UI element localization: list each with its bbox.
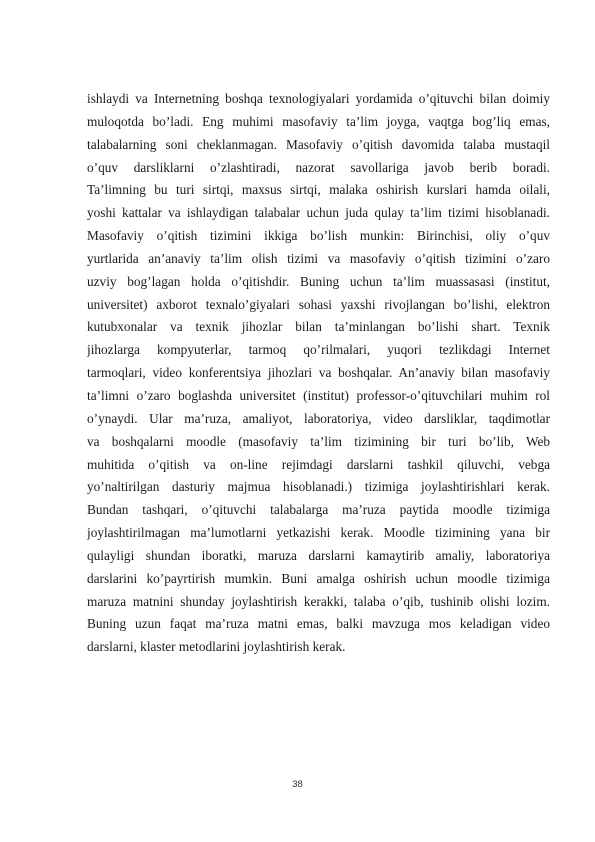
page-number: 38 xyxy=(292,779,303,790)
text-line: o’quv darsliklarni o’zlashtiradi, nazorat savollariga javob berib boradi. xyxy=(87,159,550,175)
text-line: joylashtirilmagan ma’lumotlarni yetkazishi kerak. Moodle tizimining yana bir xyxy=(87,525,550,541)
text-line: darslarini ko’payrtirish mumkin. Buni amalga oshirish uchun moodle tizimiga xyxy=(87,570,550,586)
text-line: Masofaviy o’qitish tizimini ikkiga bo’lish munkin: Birinchisi, oliy o’quv xyxy=(87,228,550,244)
text-line: uzviy bog’lagan holda o’qitishdir. Buning uchun ta’lim muassasasi (institut, xyxy=(87,273,550,289)
text-line: va boshqalarni moodle (masofaviy ta’lim tizimining bir turi bo’lib, Web xyxy=(87,433,550,449)
text-line: o’ynaydi. Ular ma’ruza, amaliyot, laboratoriya, video darsliklar, taqdimotlar xyxy=(87,410,550,426)
text-line: kutubxonalar va texnik jihozlar bilan ta’minlangan bo’lishi shart. Texnik xyxy=(87,319,550,335)
text-line: ishlaydi va Internetning boshqa texnologiyalari yordamida o’qituvchi bilan doimiy xyxy=(87,91,550,106)
text-line: yo’naltirilgan dasturiy majmua hisoblanadi.) tizimiga joylashtirishlari kerak. xyxy=(87,479,550,495)
text-line: maruza matnini shunday joylashtirish kerakki, talaba o’qib, tushinib olishi lozim. xyxy=(87,593,550,609)
body-text xyxy=(87,88,550,659)
text-line: darslarni, klaster metodlarini joylashtirish kerak. xyxy=(87,639,346,655)
text-line: talabalarning soni cheklanmagan. Masofaviy o’qitish davomida talaba mustaqil xyxy=(87,136,550,152)
text-line: muhitida o’qitish va on-line rejimdagi darslarni tashkil qiluvchi, vebga xyxy=(87,456,550,472)
text-line: Ta’limning bu turi sirtqi, maxsus sirtqi, malaka oshirish kurslari hamda oilali, xyxy=(87,182,550,198)
text-line: yoshi kattalar va ishlaydigan talabalar uchun juda qulay ta’lim tizimi hisoblanadi. xyxy=(87,205,550,221)
text-line: yurtlarida an’anaviy ta’lim olish tizimi va masofaviy o’qitish tizimini o’zaro xyxy=(87,250,550,266)
text-line: tarmoqlari, video konferentsiya jihozlari va boshqalar. An’anaviy bilan masofaviy xyxy=(87,365,550,381)
text-line: qulayligi shundan iboratki, maruza darslarni kamaytirib amaliy, laboratoriya xyxy=(87,547,550,563)
text-line: Buning uzun faqat ma’ruza matni emas, balki mavzuga mos keladigan video xyxy=(87,616,550,632)
text-line: Bundan tashqari, o’qituvchi talabalarga ma’ruza paytida moodle tizimiga xyxy=(87,502,550,518)
text-line: ta’limni o’zaro boglashda universitet (institut) professor-o’qituvchilari muhim rol xyxy=(87,387,550,403)
text-line: jihozlarga kompyuterlar, tarmoq qo’rilmalari, yuqori tezlikdagi Internet xyxy=(87,342,550,358)
text-line: universitet) axborot texnalo’giyalari sohasi yaxshi rivojlangan bo’lishi, elektron xyxy=(87,296,550,312)
text-line: muloqotda bo’ladi. Eng muhimi masofaviy ta’lim joyga, vaqtga bog’liq emas, xyxy=(87,113,550,129)
